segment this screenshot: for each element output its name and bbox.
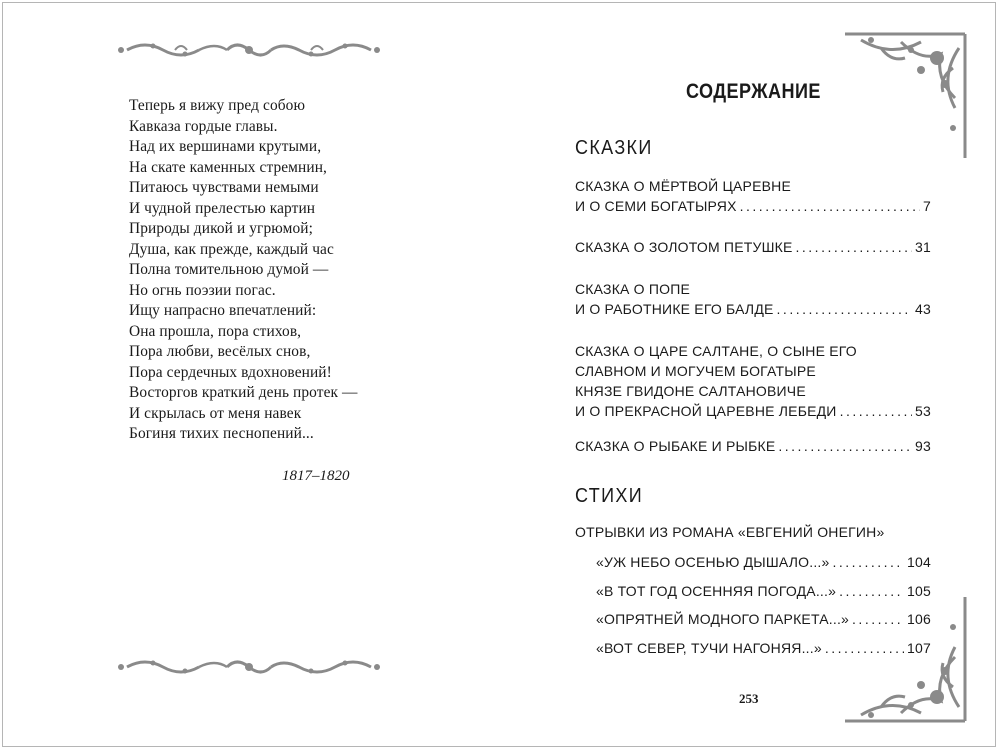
toc-leader-dots xyxy=(740,196,920,216)
toc-entry-text: «ВОТ СЕВЕР, ТУЧИ НАГОНЯЯ...» xyxy=(596,640,822,656)
toc-page-number: 107 xyxy=(907,640,931,656)
toc-group-onegin xyxy=(575,522,931,542)
toc-page-number: 43 xyxy=(915,301,931,317)
poem-line: И скрылась от меня навек xyxy=(129,404,302,422)
toc-group-title: ОТРЫВКИ ИЗ РОМАНА «ЕВГЕНИЙ ОНЕГИН» xyxy=(575,524,885,540)
toc-entry-priest-balda[interactable] xyxy=(575,279,931,319)
toc-entry-text: И О РАБОТНИКЕ ЕГО БАЛДЕ xyxy=(575,301,774,317)
page-number: 253 xyxy=(739,691,759,706)
toc-entry-tsar-saltan[interactable] xyxy=(575,341,931,421)
toc-entry-text: «В ТОТ ГОД ОСЕННЯЯ ПОГОДА...» xyxy=(596,583,837,599)
book-spread xyxy=(2,2,996,747)
poem-line: Полна томительною думой — xyxy=(129,261,329,278)
toc-entry-text: СКАЗКА О РЫБАКЕ И РЫБКЕ xyxy=(575,438,776,454)
poem-line: И чудной прелестью картин xyxy=(129,199,316,217)
toc-entry-onegin-1[interactable] xyxy=(596,552,931,572)
toc-entry-text: СКАЗКА О ЦАРЕ САЛТАНЕ, О СЫНЕ ЕГО xyxy=(575,343,857,359)
toc-page-number: 104 xyxy=(907,554,931,570)
poem xyxy=(129,96,429,445)
toc-leader-dots xyxy=(777,299,912,319)
poem-line: Теперь я вижу пред собою xyxy=(129,97,306,114)
poem-line: Природы дикой и угрюмой; xyxy=(129,220,313,237)
toc-entry-dead-princess[interactable] xyxy=(575,176,931,216)
poem-line: Но огнь поэзии погас. xyxy=(129,281,276,299)
poem-line: Пора любви, весёлых снов, xyxy=(129,343,311,360)
toc-entry-text: СКАЗКА О ЗОЛОТОМ ПЕТУШКЕ xyxy=(575,239,793,255)
top-scroll-ornament-icon xyxy=(115,38,383,62)
poem-line: Богиня тихих песнопений... xyxy=(129,425,314,442)
corner-flourish-top-icon xyxy=(841,28,971,158)
toc-page-number: 93 xyxy=(915,438,931,454)
poem-line: Над их вершинами крутыми, xyxy=(129,138,322,155)
poem-line: На скате каменных стремнин, xyxy=(129,158,327,176)
toc-page-number: 105 xyxy=(907,583,931,599)
toc-entry-text: СКАЗКА О МЁРТВОЙ ЦАРЕВНЕ xyxy=(575,178,792,194)
poem-line: Душа, как прежде, каждый час xyxy=(129,240,334,258)
toc-entry-golden-cockerel[interactable] xyxy=(575,237,931,257)
toc-page-number: 106 xyxy=(907,611,931,627)
bottom-scroll-ornament-icon xyxy=(115,655,383,679)
toc-leader-dots xyxy=(840,401,912,421)
poem-line: Она прошла, пора стихов, xyxy=(129,322,302,340)
contents-title: СОДЕРЖАНИЕ xyxy=(686,80,821,103)
section-heading-tales: СКАЗКИ xyxy=(575,137,653,159)
poem-line: Кавказа гордые главы. xyxy=(129,117,278,135)
toc-entry-text: «УЖ НЕБО ОСЕНЬЮ ДЫШАЛО...» xyxy=(596,554,830,570)
poem-line: Восторгов краткий день протек — xyxy=(129,384,358,401)
toc-entry-text: И О СЕМИ БОГАТЫРЯХ xyxy=(575,198,737,214)
toc-leader-dots xyxy=(796,237,913,257)
toc-leader-dots xyxy=(833,552,905,572)
toc-entry-text: СКАЗКА О ПОПЕ xyxy=(575,281,691,297)
poem-line: Питаюсь чувствами немыми xyxy=(129,179,319,196)
poem-line: Ищу напрасно впечатлений: xyxy=(129,302,317,319)
corner-flourish-bottom-icon xyxy=(841,597,971,727)
toc-entry-fisherman-fish[interactable] xyxy=(575,436,931,456)
toc-entry-text: «ОПРЯТНЕЙ МОДНОГО ПАРКЕТА...» xyxy=(596,611,850,627)
toc-leader-dots xyxy=(778,436,912,456)
toc-page-number: 7 xyxy=(923,198,931,214)
section-heading-poems: СТИХИ xyxy=(575,485,644,507)
toc-entry-text: И О ПРЕКРАСНОЙ ЦАРЕВНЕ ЛЕБЕДИ xyxy=(575,403,837,419)
poem-line: Пора сердечных вдохновений! xyxy=(129,363,332,381)
toc-entry-text: СЛАВНОМ И МОГУЧЕМ БОГАТЫРЕ xyxy=(575,363,816,379)
poem-date: 1817–1820 xyxy=(282,468,350,484)
toc-page-number: 31 xyxy=(915,239,931,255)
toc-entry-text: КНЯЗЕ ГВИДОНЕ САЛТАНОВИЧЕ xyxy=(575,383,806,399)
toc-page-number: 53 xyxy=(915,403,931,419)
